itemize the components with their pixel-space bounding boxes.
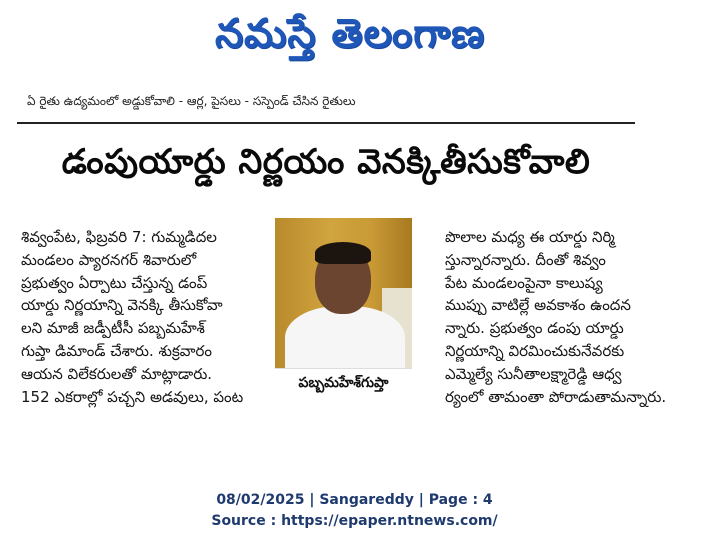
article-line: ఎమ్మెల్యే సునీతాలక్ష్మారెడ్డి ఆధ్వ [445, 364, 622, 383]
article-headline: డంపుయార్డు నిర్ణయం వెనక్కితీసుకోవాలి [61, 142, 591, 182]
footer-source-link[interactable]: Source : https://epaper.ntnews.com/ [211, 513, 498, 529]
news-clipping [17, 88, 667, 470]
article-line: శివ్వంపేట, ఫిబ్రవరి 7: గుమ్మడిదల [21, 228, 217, 246]
article-line: ఆయన విలేకరులతో మాట్లాడారు. [21, 364, 213, 383]
article-line: 152 ఎకరాల్లో పచ్చని అడవులు, పంట [21, 387, 244, 406]
masthead-logo: నమస్తే తెలంగాణ [214, 11, 486, 57]
divider-rule [17, 122, 635, 124]
footer [0, 490, 709, 532]
portrait-photo [275, 218, 412, 368]
footer-date-edition: 08/02/2025 | Sangareddy | Page : 4 [216, 492, 493, 508]
article-line: లని మాజీ జడ్పీటీసీ పబ్బమహేశ్ [21, 319, 205, 338]
article-line: ర్యంలో తామంతా పోరాడుతామన్నారు. [445, 387, 667, 406]
article-line: స్తున్నారన్నారు. దీంతో శివ్వం [445, 250, 606, 269]
article-line: పేట మండలంపైనా కాలుష్య [445, 273, 603, 292]
article-line: ప్రభుత్వం ఏర్పాటు చేస్తున్న డంప్ [21, 273, 208, 292]
article-column-left [21, 226, 271, 408]
article-line: యార్డు నిర్ణయాన్ని వెనక్కి తీసుకోవా [21, 296, 223, 315]
article-column-right [445, 226, 667, 408]
article-line: ముప్పు వాటిల్లే అవకాశం ఉందన [445, 296, 631, 315]
article-line: న్నారు. ప్రభుత్వం డంపు యార్డు [445, 319, 624, 338]
article-line: నిర్ణయాన్ని విరమించుకునేవరకు [445, 341, 625, 360]
photo-caption: పబ్బమహేశ్‌గుప్తా [275, 368, 412, 399]
photo-hair [315, 242, 371, 264]
article-line: గుప్తా డిమాండ్ చేశారు. శుక్రవారం [21, 341, 213, 360]
article-line: పొలాల మధ్య ఈ యార్డు నిర్మి [445, 228, 615, 246]
article-line: మండలం ప్యారనగర్ శివారులో [21, 250, 197, 269]
photo-shirt [285, 306, 405, 376]
previous-article-cutline: ఏ రైతు ఉద్యమంలో అడ్డుకోవాలి - ఆర్ల, పైసలు - సస్పెండ్ చేసిన రైతులు [27, 94, 356, 108]
